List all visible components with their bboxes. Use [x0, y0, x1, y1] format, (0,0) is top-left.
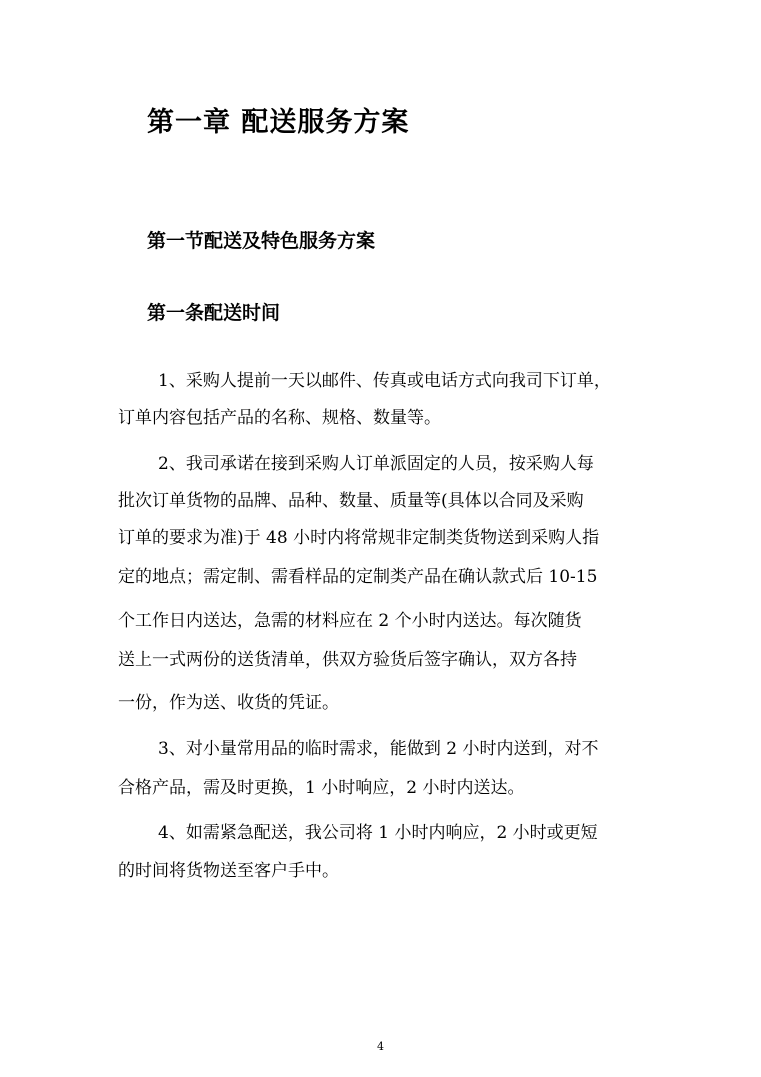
paragraph-2-line-2: 批次订单货物的品牌、品种、数量、质量等(具体以合同及采购 [118, 491, 584, 511]
paragraph-3-line-2: 合格产品，需及时更换，1 小时响应，2 小时内送达。 [118, 778, 525, 798]
paragraph-4-line-2: 的时间将货物送至客户手中。 [118, 861, 339, 881]
paragraph-1-line-1: 1、采购人提前一天以邮件、传真或电话方式向我司下订单， [158, 371, 611, 391]
article-title: 第一条配送时间 [147, 302, 281, 324]
paragraph-2-line-4: 定的地点；需定制、需看样品的定制类产品在确认款式后 10-15 [118, 567, 598, 587]
paragraph-2-line-6: 送上一式两份的送货清单，供双方验货后签字确认，双方各持 [118, 650, 577, 670]
paragraph-4-line-1: 4、如需紧急配送，我公司将 1 小时内响应，2 小时或更短 [158, 823, 598, 843]
page-number: 4 [377, 1040, 384, 1053]
paragraph-2-line-1: 2、我司承诺在接到采购人订单派固定的人员，按采购人每 [158, 454, 594, 474]
paragraph-2-line-5: 个工作日内送达，急需的材料应在 2 个小时内送达。每次随货 [118, 611, 582, 631]
paragraph-2-line-3: 订单的要求为准)于 48 小时内将常规非定制类货物送到采购人指 [118, 528, 600, 548]
chapter-title: 第一章 配送服务方案 [147, 107, 410, 138]
paragraph-3-line-1: 3、对小量常用品的临时需求，能做到 2 小时内送到，对不 [158, 739, 599, 759]
paragraph-2-line-7: 一份，作为送、收货的凭证。 [118, 693, 339, 713]
paragraph-1-line-2: 订单内容包括产品的名称、规格、数量等。 [118, 408, 441, 428]
section-title: 第一节配送及特色服务方案 [147, 230, 376, 252]
